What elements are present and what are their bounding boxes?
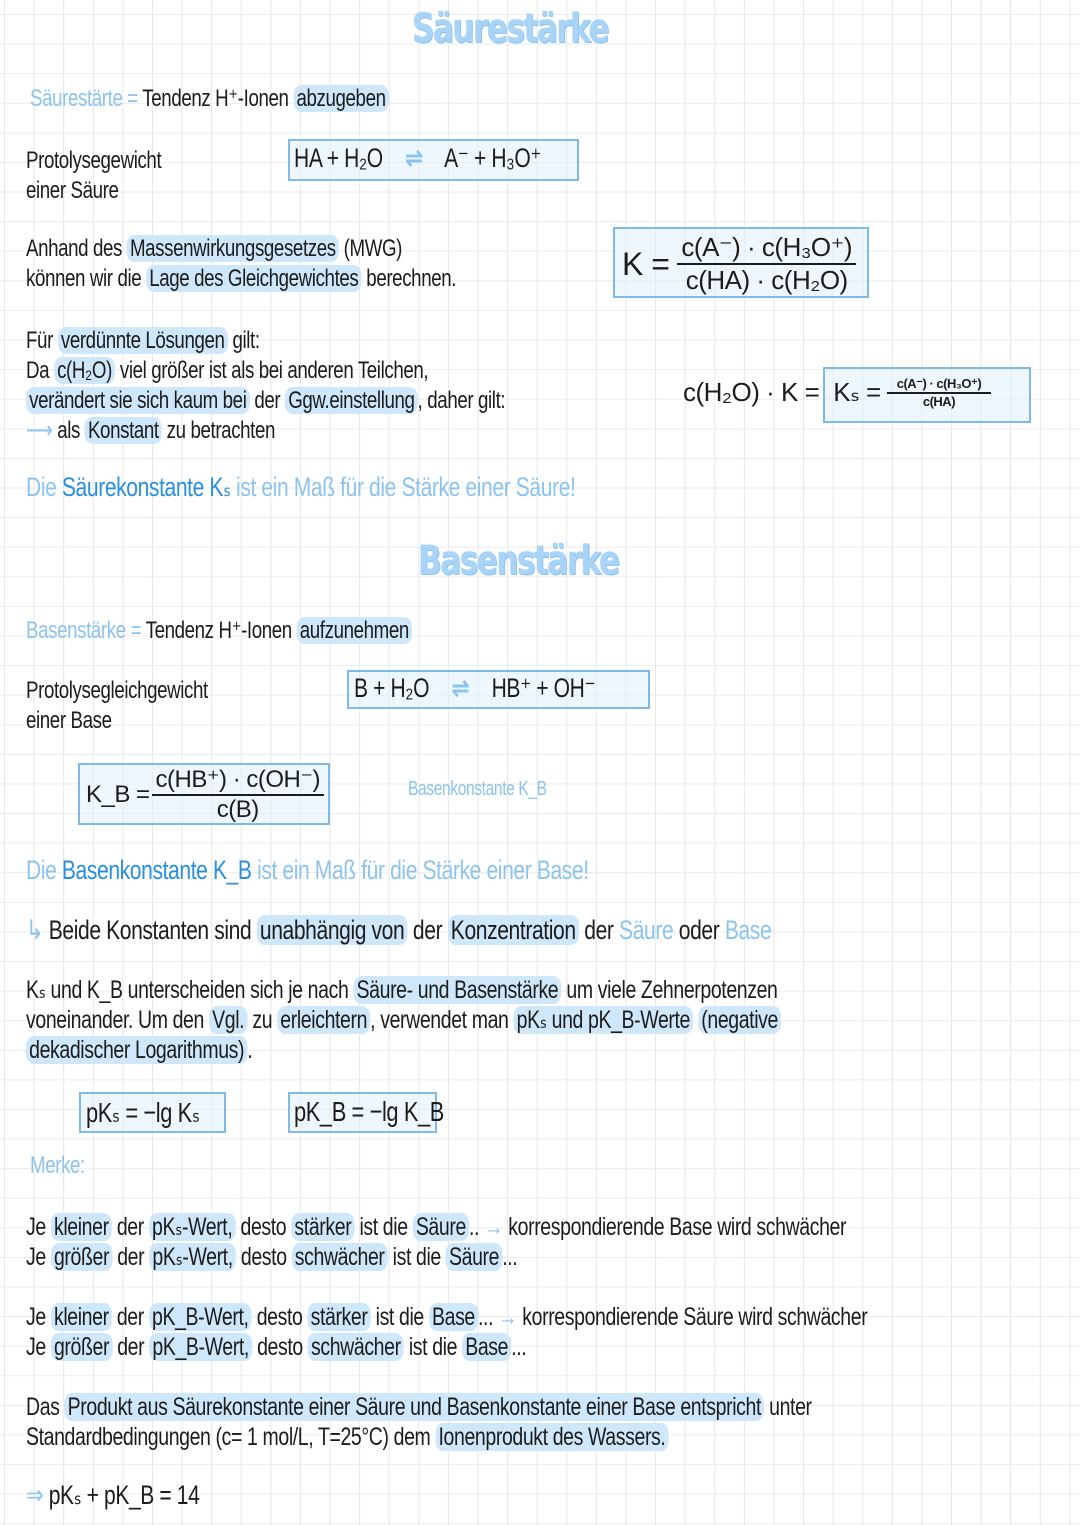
rule-subject: Säure [413,1213,469,1241]
k-formula [622,232,856,296]
arrow-right-icon: → [498,1303,518,1331]
rule-je: Je [26,1243,46,1271]
pkb-formula: pK_B = −lg K_B [294,1096,444,1127]
ks-formula-fraction [887,376,991,409]
acid-protolysis-label [26,146,161,206]
mwg-line1-prefix: Anhand des [26,235,123,262]
rule-strength: stärker [307,1303,370,1331]
arrow-right-icon: ⟶ [26,417,53,444]
acid-definition-highlight: abzugeben [293,85,388,112]
ks-formula [683,376,991,409]
independence-mid: der [412,915,443,945]
water-concentration-highlight: c(H₂O) [54,357,115,384]
dilute-line4-suffix: zu betrachten [166,417,276,444]
rule-subject: Säure [446,1243,502,1271]
equilibrium-setting-highlight: Ggw.einstellung [285,387,418,414]
acid-section-title: Säurestärke [412,6,609,52]
independence-prefix: Beide Konstanten sind [48,915,252,945]
dilute-solutions-highlight: verdünnte Lösungen [58,327,228,354]
ks-formula-numerator: c(A⁻) · c(H₃O⁺) [887,376,991,394]
acid-statement-suffix: ist ein Maß für die Stärke einer Säure! [236,472,576,502]
ks-formula-lhs: Kₛ = [833,377,881,407]
rule-pk-value: pK_B-Wert, [149,1303,252,1331]
base-protolysis-label-line1: Protolysegleichgewicht [26,677,208,704]
dilute-solutions-text [26,326,505,446]
constant-highlight: Konstant [85,417,162,444]
rule-desto: desto [256,1303,303,1331]
rule-comparative: größer [51,1243,112,1271]
base-section-title: Basenstärke [418,538,619,584]
ion-product-water-highlight: Ionenprodukt des Wassers. [435,1423,668,1451]
rule-subject: Base [462,1333,511,1361]
dilute-line4-prefix: als [57,417,81,444]
kb-formula-denominator: c(B) [216,796,259,823]
ion-product-text [26,1392,812,1452]
base-definition-highlight: aufzunehmen [297,617,412,644]
rule-ist-die: ist die [408,1333,458,1361]
rule-je: Je [26,1213,46,1241]
kb-formula-lhs: K_B = [86,780,150,808]
ion-product-unter: unter [769,1393,812,1421]
equilibrium-arrow-icon: ⇌ [405,143,423,173]
dilute-line3-suffix: , daher gilt: [417,387,506,414]
dilute-line2-suffix: viel größer ist als bei anderen Teilchen, [119,357,429,384]
ks-formula-prefix: c(H₂O) · K = [683,377,820,407]
pk-line2-prefix: voneinander. Um den [26,1006,204,1034]
mwg-text [26,234,456,294]
concentration-highlight: Konzentration [448,915,579,945]
kb-label: Basenkonstante K_B [408,778,547,800]
rule-je: Je [26,1303,46,1331]
negative-highlight: (negative [698,1006,781,1034]
pk-line-3 [26,1035,781,1065]
equilibrium-arrow-icon: ⇌ [451,673,469,703]
rule-ist-die: ist die [392,1243,441,1271]
k-formula-fraction [677,232,856,296]
rule-der: der [117,1333,145,1361]
acid-word: Säure [619,915,674,945]
rule-der: der [116,1303,144,1331]
pk-sum-formula: pKₛ + pK_B = 14 [48,1480,200,1510]
kb-formula-numerator: c(HB⁺) · c(OH⁻) [152,765,324,796]
k-formula-numerator: c(A⁻) · c(H₃O⁺) [677,232,856,265]
rule-ellipsis: ... [511,1333,527,1361]
mwg-line2-suffix: berechnen. [366,265,457,292]
standard-conditions-text: Standardbedingungen (c= 1 mol/L, T=25°C) dem [26,1423,431,1451]
base-word: Base [724,915,772,945]
dilute-line-2 [26,356,505,386]
rule-strength: schwächer [308,1333,404,1361]
pk-line-1 [26,975,781,1005]
rule-consequence: korrespondierende Base wird schwächer [508,1213,847,1241]
rule-item [26,1242,846,1272]
equilibrium-position-highlight: Lage des Gleichgewichtes [146,265,361,292]
kb-formula [86,765,324,824]
independence-mid2: der [584,915,614,945]
rule-desto: desto [240,1243,287,1271]
simplify-highlight: erleichtern [277,1006,370,1034]
conclusion [26,1480,199,1511]
dilute-line3-mid: der [254,387,281,414]
dilute-line2-prefix: Da [26,357,50,384]
rule-der: der [116,1213,144,1241]
kb-formula-fraction [152,765,324,824]
strength-highlight: Säure- und Basenstärke [353,976,561,1004]
mwg-abbrev: (MWG) [343,235,402,262]
arrow-return-icon: ↳ [26,915,44,945]
acid-constant-statement [26,472,575,503]
dilute-line-4 [26,416,505,446]
acid-definition [30,84,389,113]
mwg-line-1 [26,234,456,264]
base-equation-right: HB⁺ + OH⁻ [491,673,596,703]
rules-group-base [26,1302,867,1362]
base-protolysis-label [26,676,208,736]
pk-line3-period: . [247,1036,253,1064]
merke-label: Merke: [30,1152,85,1179]
rule-strength: schwächer [292,1243,388,1271]
pk-explanation [26,975,781,1065]
rule-pk-value: pKₛ-Wert, [149,1243,236,1271]
barely-changes-highlight: verändert sie sich kaum bei [26,387,250,414]
rule-subject: Base [429,1303,478,1331]
rule-comparative: kleiner [51,1213,112,1241]
pk-line2-mid: , verwendet man [370,1006,509,1034]
base-statement-prefix: Die [26,855,57,885]
dilute-line1-suffix: gilt: [232,327,260,354]
dilute-line1-prefix: Für [26,327,53,354]
pk-line-2 [26,1005,781,1035]
acid-statement-prefix: Die [26,472,57,502]
base-constant-statement [26,855,589,886]
acid-definition-term: Säurestärte = [30,85,138,112]
pk-line2-zu: zu [252,1006,273,1034]
rule-ellipsis: .. [469,1213,480,1241]
independence-or: oder [678,915,720,945]
base-equation [354,673,595,704]
k-formula-denominator: c(HA) · c(H₂O) [685,265,848,295]
ion-product-line-1 [26,1392,812,1422]
base-definition-text: Tendenz H⁺-Ionen [145,617,292,644]
logarithm-highlight: dekadischer Logarithmus) [26,1036,247,1064]
rule-ist-die: ist die [375,1303,424,1331]
acid-constant-term: Säurekonstante Kₛ [61,472,231,502]
product-highlight: Produkt aus Säurekonstante einer Säure und Basenkonstante einer Base entspricht [65,1393,765,1421]
acid-equation-left: HA + H₂O [294,143,383,173]
mwg-highlight: Massenwirkungsgesetzes [127,235,339,262]
base-equation-left: B + H₂O [354,673,430,703]
rule-ellipsis: ... [502,1243,518,1271]
mwg-line-2 [26,264,456,294]
acid-protolysis-label-line1: Protolysegewicht [26,147,162,174]
rule-comparative: kleiner [51,1303,112,1331]
ks-formula-denominator: c(HA) [922,394,956,409]
rule-comparative: größer [51,1333,112,1361]
rule-desto: desto [257,1333,303,1361]
rule-pk-value: pK_B-Wert, [149,1333,252,1361]
base-protolysis-label-line2: einer Base [26,707,112,734]
acid-protolysis-label-line2: einer Säure [26,177,119,204]
pks-formula: pKₛ = −lg Kₛ [86,1097,200,1128]
mwg-line2-prefix: können wir die [26,265,142,292]
rule-item [26,1212,846,1242]
rule-item [26,1302,867,1332]
comparison-highlight: Vgl. [209,1006,247,1034]
acid-definition-text: Tendenz H⁺-Ionen [142,85,289,112]
arrow-right-icon: → [484,1213,504,1241]
base-definition-term: Basenstärke = [26,617,142,644]
rule-ist-die: ist die [359,1213,408,1241]
acid-equation [294,143,541,174]
ion-product-prefix: Das [26,1393,60,1421]
rule-item [26,1332,867,1362]
pk-values-highlight: pKₛ und pK_B-Werte [514,1006,694,1034]
rule-ellipsis: ... [478,1303,494,1331]
pk-line1-prefix: Kₛ und K_B unterscheiden sich je nach [26,976,349,1004]
dilute-line-1 [26,326,505,356]
rule-je: Je [26,1333,46,1361]
independence-statement [26,915,771,946]
rules-group-acid [26,1212,846,1272]
rule-consequence: korrespondierende Säure wird schwächer [522,1303,868,1331]
rule-der: der [117,1243,145,1271]
independent-highlight: unabhängig von [257,915,408,945]
rule-strength: stärker [291,1213,354,1241]
base-definition [26,616,412,645]
double-arrow-icon: ⇒ [26,1480,44,1510]
rule-pk-value: pKₛ-Wert, [149,1213,236,1241]
acid-equation-right: A⁻ + H₃O⁺ [444,143,542,173]
rule-desto: desto [240,1213,287,1241]
dilute-line-3 [26,386,505,416]
ion-product-line-2 [26,1422,812,1452]
k-formula-lhs: K = [622,245,670,282]
base-statement-suffix: ist ein Maß für die Stärke einer Base! [257,855,589,885]
pk-line1-suffix: um viele Zehnerpotenzen [566,976,778,1004]
base-constant-term: Basenkonstante K_B [61,855,252,885]
